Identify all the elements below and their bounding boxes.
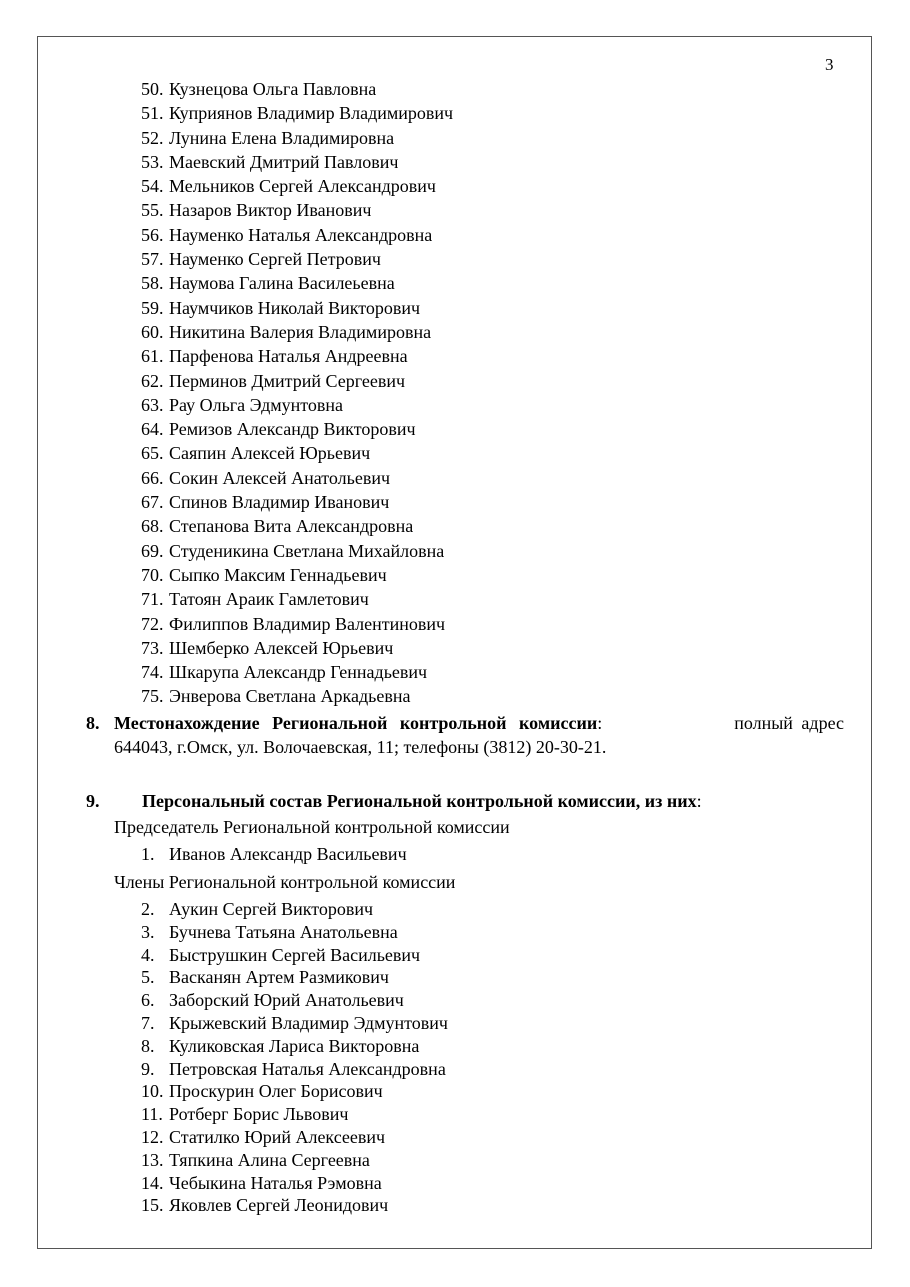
list-item-name: Энверова Светлана Аркадьевна <box>169 686 411 707</box>
list-item-name: Шемберко Алексей Юрьевич <box>169 637 394 658</box>
members-label: Члены Региональной контрольной комиссии <box>114 872 456 892</box>
list-item-number: 7. <box>141 1012 155 1033</box>
list-item-number: 63. <box>141 394 164 415</box>
list-item <box>141 684 453 708</box>
list-item-number: 55. <box>141 200 164 221</box>
list-item <box>141 320 453 344</box>
list-item-name: Лунина Елена Владимировна <box>169 127 395 148</box>
list-item-number: 11. <box>141 1104 163 1125</box>
list-item <box>141 966 448 989</box>
list-item-name: Статилко Юрий Алексеевич <box>169 1126 386 1147</box>
list-item <box>141 150 453 174</box>
list-item-number: 54. <box>141 176 164 197</box>
list-item-name: Науменко Наталья Александровна <box>169 224 433 245</box>
list-item-number: 12. <box>141 1126 164 1147</box>
chair-list <box>141 843 407 866</box>
list-item <box>141 1149 448 1172</box>
list-item <box>141 223 453 247</box>
list-item-number: 9. <box>141 1058 155 1079</box>
section-8-address: 644043, г.Омск, ул. Волочаевская, 11; телефоны (3812) 20-30-21. <box>114 737 607 757</box>
list-item-number: 5. <box>141 967 155 988</box>
list-item-name: Быструшкин Сергей Васильевич <box>169 944 421 965</box>
list-item-name: Маевский Дмитрий Павлович <box>169 151 399 172</box>
list-item-name: Рау Ольга Эдмунтовна <box>169 394 344 415</box>
list-item-number: 69. <box>141 540 164 561</box>
list-item-name: Чебыкина Наталья Рэмовна <box>169 1172 382 1193</box>
section-9-heading-text: Персональный состав Региональной контрольной комиссии, из них <box>142 791 697 811</box>
list-item-number: 61. <box>141 346 164 367</box>
list-item <box>141 989 448 1012</box>
members-list-continued <box>141 77 453 709</box>
list-item-name: Сыпко Максим Геннадьевич <box>169 564 387 585</box>
list-item <box>141 1058 448 1081</box>
list-item-number: 51. <box>141 103 164 124</box>
list-item-name: Ротберг Борис Львович <box>169 1104 349 1125</box>
list-item-name: Саяпин Алексей Юрьевич <box>169 443 371 464</box>
list-item-name: Куприянов Владимир Владимирович <box>169 103 454 124</box>
list-item-number: 66. <box>141 467 164 488</box>
list-item <box>141 126 453 150</box>
list-item-number: 58. <box>141 273 164 294</box>
list-item-number: 73. <box>141 637 164 658</box>
section-8-number: 8. <box>86 713 100 733</box>
list-item <box>141 1012 448 1035</box>
list-item <box>141 921 448 944</box>
list-item-name: Иванов Александр Васильевич <box>169 844 407 864</box>
list-item-number: 70. <box>141 564 164 585</box>
chair-label: Председатель Региональной контрольной комиссии <box>114 817 510 837</box>
list-item <box>141 587 453 611</box>
list-item-number: 60. <box>141 321 164 342</box>
list-item-number: 4. <box>141 944 155 965</box>
list-item <box>141 417 453 441</box>
list-item <box>141 369 453 393</box>
list-item <box>141 1194 448 1217</box>
list-item-name: Филиппов Владимир Валентинович <box>169 613 446 634</box>
list-item <box>141 490 453 514</box>
list-item-number: 2. <box>141 899 155 919</box>
list-item-name: Аукин Сергей Викторович <box>169 899 374 919</box>
list-item-name: Васканян Артем Размикович <box>169 967 389 988</box>
list-item-name: Бучнева Татьяна Анатольевна <box>169 921 398 942</box>
list-item-number: 57. <box>141 249 164 270</box>
list-item-number: 74. <box>141 662 164 683</box>
list-item-number: 13. <box>141 1149 164 1170</box>
list-item <box>141 1103 448 1126</box>
list-item-name: Назаров Виктор Иванович <box>169 200 372 221</box>
section-9-colon: : <box>696 791 702 811</box>
list-item-number: 56. <box>141 224 164 245</box>
list-item-number: 1. <box>141 844 155 864</box>
list-item-number: 14. <box>141 1172 164 1193</box>
list-item <box>141 1035 448 1058</box>
list-item-number: 15. <box>141 1195 164 1216</box>
list-item <box>141 1126 448 1149</box>
list-item <box>141 539 453 563</box>
list-item-name: Парфенова Наталья Андреевна <box>169 346 408 367</box>
list-item-number: 72. <box>141 613 164 634</box>
list-item-name: Заборский Юрий Анатольевич <box>169 990 404 1011</box>
list-item <box>141 898 448 921</box>
list-item <box>141 843 407 866</box>
list-item-number: 67. <box>141 492 164 513</box>
list-item-name: Куликовская Лариса Викторовна <box>169 1035 420 1056</box>
list-item-name: Никитина Валерия Владимировна <box>169 321 432 342</box>
list-item-name: Студеникина Светлана Михайловна <box>169 540 445 561</box>
list-item <box>141 466 453 490</box>
list-item <box>141 1080 448 1103</box>
list-item <box>141 198 453 222</box>
list-item-number: 71. <box>141 589 164 610</box>
list-item-name: Татоян Араик Гамлетович <box>169 589 369 610</box>
list-item-name: Крыжевский Владимир Эдмунтович <box>169 1012 448 1033</box>
list-item-name: Наумова Галина Василеьевна <box>169 273 395 294</box>
list-item <box>141 344 453 368</box>
list-item <box>141 612 453 636</box>
list-item-number: 68. <box>141 516 164 537</box>
commission-members-list <box>141 898 448 1217</box>
list-item <box>141 1172 448 1195</box>
list-item-number: 6. <box>141 990 155 1011</box>
list-item-name: Спинов Владимир Иванович <box>169 492 390 513</box>
list-item-number: 62. <box>141 370 164 391</box>
list-item <box>141 271 453 295</box>
list-item <box>141 296 453 320</box>
list-item-name: Перминов Дмитрий Сергеевич <box>169 370 406 391</box>
list-item <box>141 660 453 684</box>
list-item-name: Кузнецова Ольга Павловна <box>169 79 377 99</box>
list-item-number: 52. <box>141 127 164 148</box>
list-item-name: Яковлев Сергей Леонидович <box>169 1195 389 1216</box>
list-item-name: Петровская Наталья Александровна <box>169 1058 446 1079</box>
list-item-name: Ремизов Александр Викторович <box>169 419 416 440</box>
list-item-name: Сокин Алексей Анатольевич <box>169 467 391 488</box>
list-item-number: 59. <box>141 297 164 318</box>
list-item-name: Степанова Вита Александровна <box>169 516 414 537</box>
page-number: 3 <box>825 55 834 74</box>
section-8-heading <box>114 711 602 735</box>
section-9-number: 9. <box>86 791 100 811</box>
list-item-name: Тяпкина Алина Сергеевна <box>169 1149 370 1170</box>
list-item-name: Науменко Сергей Петрович <box>169 249 381 270</box>
list-item <box>141 247 453 271</box>
list-item-name: Наумчиков Николай Викторович <box>169 297 421 318</box>
list-item <box>141 101 453 125</box>
list-item <box>141 514 453 538</box>
list-item <box>141 636 453 660</box>
list-item <box>141 174 453 198</box>
list-item-number: 8. <box>141 1035 155 1056</box>
section-8-heading-text: Местонахождение Региональной контрольной комиссии <box>114 713 598 733</box>
list-item-name: Мельников Сергей Александрович <box>169 176 436 197</box>
list-item-number: 64. <box>141 419 164 440</box>
list-item-name: Проскурин Олег Борисович <box>169 1081 383 1102</box>
list-item <box>141 563 453 587</box>
section-8 <box>86 711 846 759</box>
section-8-address-label: полный адрес <box>734 713 844 733</box>
list-item-number: 50. <box>141 79 164 99</box>
list-item <box>141 944 448 967</box>
list-item-number: 75. <box>141 686 164 707</box>
list-item-name: Шкарупа Александр Геннадьевич <box>169 662 428 683</box>
list-item-number: 65. <box>141 443 164 464</box>
list-item <box>141 393 453 417</box>
section-9-heading <box>86 789 702 813</box>
list-item-number: 10. <box>141 1081 164 1102</box>
list-item-number: 53. <box>141 151 164 172</box>
section-8-colon: : <box>597 713 603 733</box>
list-item <box>141 441 453 465</box>
list-item-number: 3. <box>141 921 155 942</box>
list-item <box>141 77 453 101</box>
